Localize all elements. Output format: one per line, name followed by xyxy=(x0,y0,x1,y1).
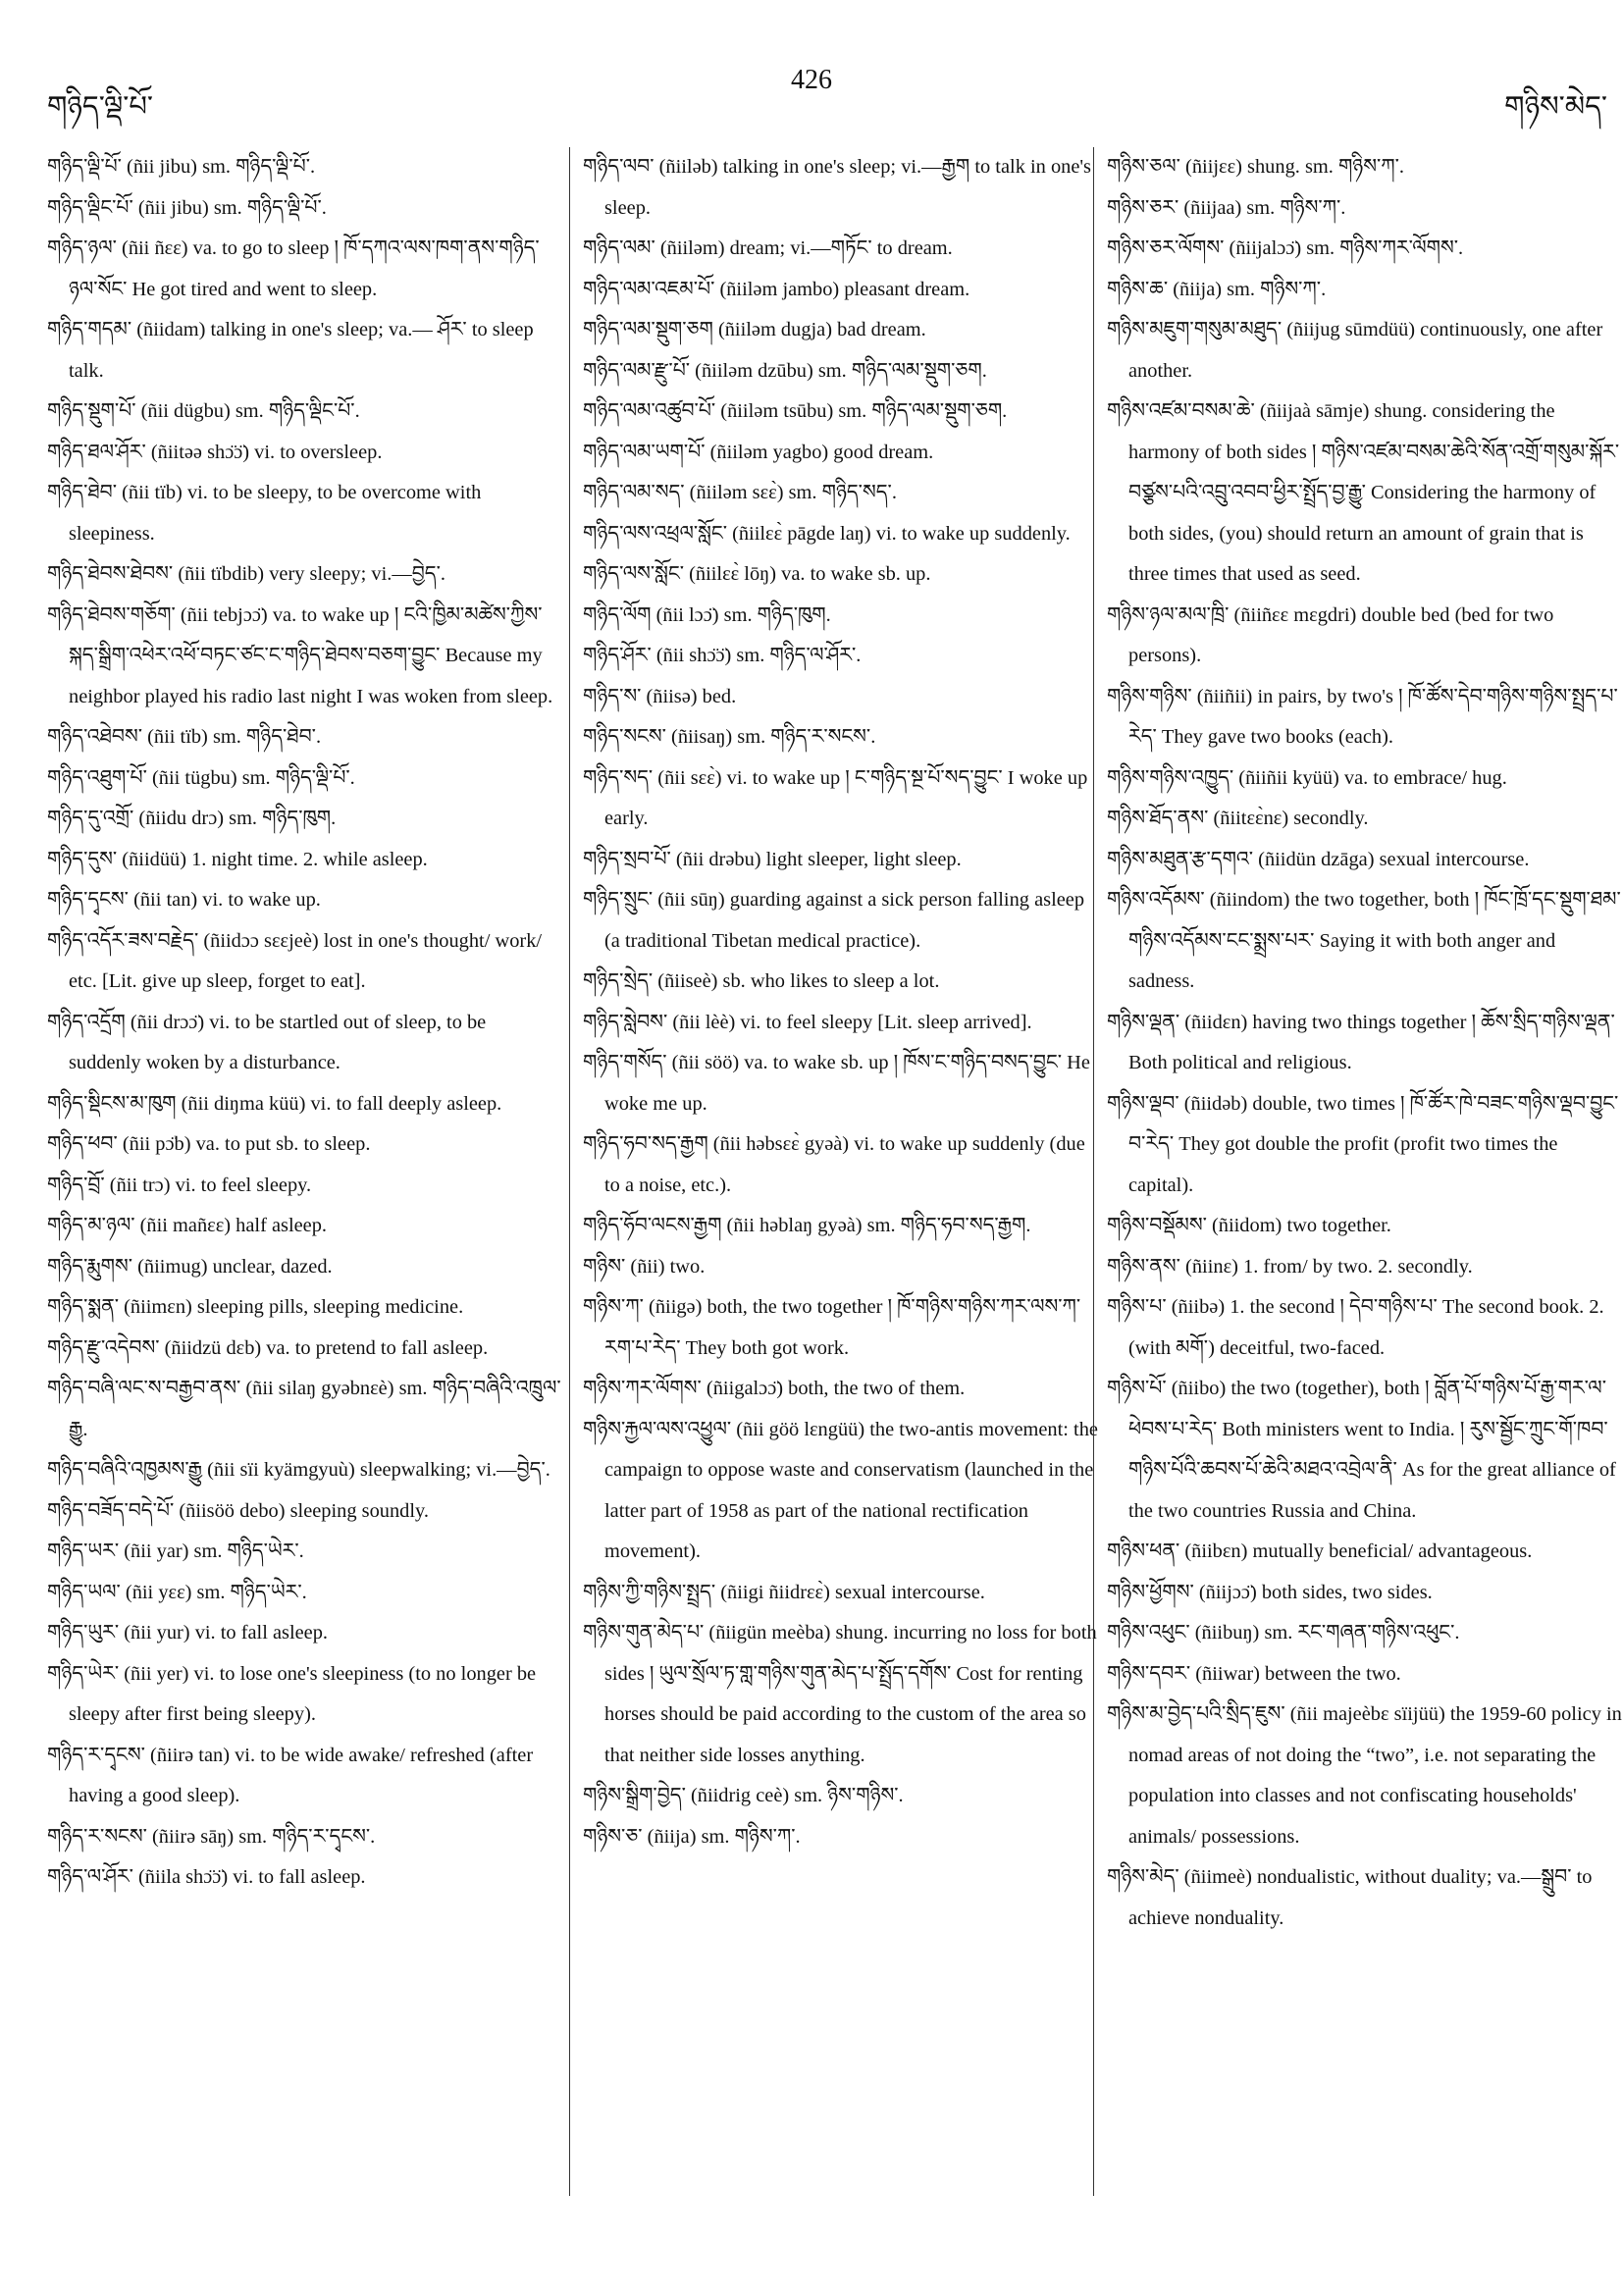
dictionary-entry: གཉིས་གཉིས་ (ñiiñii) in pairs, by two's ། ཁོ་ཚོས་དེབ་གཉིས་གཉིས་སྤྲད་པ་རེད་ They gave two books (each). xyxy=(1107,685,1618,748)
dictionary-entry: གཉིས་ལྡབ་ (ñiidəb) double, two times ། ཁོ་ཚོར་ཁེ་བཟང་གཉིས་ལྡབ་བྱུང་བ་རེད་ They got double the profit (profit two times the capital). xyxy=(1107,1092,1619,1196)
dictionary-entry: གཉིད་ཐེབ་ (ñii tïb) vi. to be sleepy, to be overcome with sleepiness. xyxy=(47,482,482,545)
dictionary-entry: གཉིད་ལ་ཤོར་ (ñiila shɔ̈ɔ̈) vi. to fall asleep. xyxy=(47,1866,366,1888)
dictionary-entry: གཉིད་འཐེབས་ (ñii tïb) sm. གཉིད་ཐེབ་. xyxy=(47,726,322,748)
dictionary-entry: གཉིས་ཅར་ལོགས་ (ñiijalɔɔ̈) sm. གཉིས་ཀར་ལོགས་. xyxy=(1107,237,1464,259)
page-number: 426 xyxy=(791,65,832,95)
dictionary-entry: གཉིས་མ་བྱེད་པའི་སྲིད་ཇུས་ (ñii majeèbɛ sïijüü) the 1959-60 policy in nomad areas of not doing the “two”, i.e. not separating the population into classes and not confiscating households' animals/ possessions. xyxy=(1107,1703,1622,1848)
dictionary-entry: གཉིད་འདོར་ཟས་བརྗེད་ (ñiidɔɔ sɛɛjeè) lost in one's thought/ work/ etc. [Lit. give up sleep, forget to eat]. xyxy=(47,929,543,992)
dictionary-entry: གཉིད་ལྡི་པོ་ (ñii jibu) sm. གཉིད་ལྡི་པོ་. xyxy=(47,156,316,178)
dictionary-entry: གཉིས་གཉིས་འཁྱུད་ (ñiiñii kyüü) va. to embrace/ hug. xyxy=(1107,766,1507,789)
dictionary-entry: གཉིས་མཐུན་རྩ་དགའ་ (ñiidün dzāga) sexual intercourse. xyxy=(1107,848,1530,870)
dictionary-entry: གཉིས་འཛམ་བསམ་ཆེ་ (ñiijaà sāmje) shung. considering the harmony of both sides ། གཉིས་འཛམ་བསམ་ཆེའི་སོན་འགྲོ་གསུམ་སྐོར་བཙྩས་པའི་འབྲུ་འབབ་ཕྱིར་སྤྲོད་བྱ་རྒྱུ་ Considering the harmony of both sides, (you) should return an amount of grain that is three times that used as seed. xyxy=(1107,400,1620,585)
dictionary-entry: གཉིས་ (ñii) two. xyxy=(583,1255,706,1278)
dictionary-entry: གཉིད་ཡར་ (ñii yar) sm. གཉིད་ཡེར་. xyxy=(47,1540,304,1562)
running-head-right: གཉིས་མེད་ xyxy=(1504,91,1607,123)
dictionary-entry: གཉིད་རྨུགས་ (ñiimug) unclear, dazed. xyxy=(47,1255,333,1278)
dictionary-entry: གཉིད་ལམ་སྡུག་ཅག (ñiiləm dugja) bad dream. xyxy=(583,319,926,340)
dictionary-entry: གཉིད་ཧབ་སད་རྒྱག (ñii həbsɛɛ̀ gyəà) vi. to wake up suddenly (due to a noise, etc.). xyxy=(583,1133,1085,1196)
dictionary-entry: གཉིད་གདམ་ (ñiidam) talking in one's sleep; va.— ཤོར་ to sleep talk. xyxy=(47,319,534,382)
dictionary-entry: གཉིད་ལམ་སད་ (ñiiləm sɛɛ̀) sm. གཉིད་སད་. xyxy=(583,482,897,503)
dictionary-entry: གཉིད་ཉལ་ (ñii ñɛɛ) va. to go to sleep ། ཁོ་དཀའ་ལས་ཁག་ནས་གཉིད་ཉལ་སོང་ He got tired and went to sleep. xyxy=(47,237,540,300)
dictionary-entry: གཉིས་ནས་ (ñiinɛ) 1. from/ by two. 2. secondly. xyxy=(1107,1255,1473,1278)
dictionary-entry: གཉིད་འདྲོག (ñii drɔɔ̈) vi. to be startled out of sleep, to be suddenly woken by a disturbance. xyxy=(47,1011,487,1073)
dictionary-entry: གཉིད་སླེབས་ (ñii lèè) vi. to feel sleepy [Lit. sleep arrived]. xyxy=(583,1011,1032,1033)
dictionary-entry: གཉིས་མཇུག་གསུམ་མཐུད་ (ñiijug sūmdüü) continuously, one after another. xyxy=(1107,319,1603,382)
dictionary-entry: གཉིད་ཐལ་ཤོར་ (ñiitəə shɔ̈ɔ̈) vi. to oversleep. xyxy=(47,441,383,463)
running-head-left: གཉིད་ལྡི་པོ་ xyxy=(47,91,154,123)
dictionary-entry: གཉིས་ཆ་ (ñiija) sm. གཉིས་ཀ་. xyxy=(1107,278,1327,300)
dictionary-entry: གཉིད་བཞིའི་འཁྱམས་རྒྱུ (ñii sïi kyämgyuù) sleepwalking; vi.—བྱེད་. xyxy=(47,1459,550,1481)
dictionary-entry: གཉིས་མེད་ (ñiimeè) nondualistic, without duality; va.—སྒྲུབ་ to achieve nonduality. xyxy=(1107,1866,1593,1929)
dictionary-entry: གཉིད་རྫུ་འདེབས་ (ñiidzü dɛb) va. to pretend to fall asleep. xyxy=(47,1336,489,1359)
dictionary-entry: གཉིད་སྲབ་པོ་ (ñii drəbu) light sleeper, light sleep. xyxy=(583,848,962,870)
dictionary-entry: གཉིས་ཀར་ལོགས་ (ñiigalɔɔ̈) both, the two of them. xyxy=(583,1378,966,1399)
dictionary-entry: གཉིས་ཕན་ (ñiibɛn) mutually beneficial/ advantageous. xyxy=(1107,1540,1533,1562)
dictionary-entry: གཉིད་མ་ཉལ་ (ñii mañɛɛ) half asleep. xyxy=(47,1215,328,1236)
dictionary-column-1 xyxy=(47,147,562,1899)
dictionary-entry: གཉིས་འདོམས་ (ñiindom) the two together, both ། ཁོང་ཁྲོ་དང་སྡུག་ཐམ་གཉིས་འདོམས་ངང་སྨྲས་པར་ Saying it with both anger and sadness. xyxy=(1107,889,1621,992)
dictionary-entry: གཉིས་བསྡོམས་ (ñiidom) two together. xyxy=(1107,1215,1391,1236)
dictionary-entry: གཉིད་ལས་འཕྲལ་སློང་ (ñiilɛɛ̀ pāgde laŋ) vi. to wake up suddenly. xyxy=(583,522,1071,545)
dictionary-entry: གཉིས་འཕུང་ (ñiibuŋ) sm. རང་གཞན་གཉིས་འཕུང་. xyxy=(1107,1622,1460,1644)
dictionary-entry: གཉིད་ལམ་འཇམ་པོ་ (ñiiləm jambo) pleasant dream. xyxy=(583,278,970,300)
dictionary-entry: གཉིད་ལོག (ñii lɔɔ̈) sm. གཉིད་ཁུག. xyxy=(583,603,831,626)
dictionary-entry: གཉིད་སད་ (ñii sɛɛ̀) vi. to wake up ། ང་གཉིད་སྔ་པོ་སད་བྱུང་ I woke up early. xyxy=(583,766,1088,829)
dictionary-entry: གཉིས་ཀྱི་གཉིས་སྤྲད་ (ñiigi ñiidrɛɛ̀) sexual intercourse. xyxy=(583,1581,985,1603)
dictionary-entry: གཉིད་ཡེར་ (ñii yer) vi. to lose one's sleepiness (to no longer be sleepy after first being sleepy). xyxy=(47,1662,537,1725)
dictionary-entry: གཉིད་དུས་ (ñiidüü) 1. night time. 2. while asleep. xyxy=(47,848,428,870)
dictionary-entry: གཉིད་ས་ (ñiisə) bed. xyxy=(583,685,737,707)
dictionary-entry: གཉིད་སྡིངས་མ་ཁུག (ñii diŋma küü) vi. to fall deeply asleep. xyxy=(47,1092,502,1115)
dictionary-entry: གཉིས་ལྡན་ (ñiidɛn) having two things together ། ཆོས་སྲིད་གཉིས་ལྡན་ Both political and religious. xyxy=(1107,1011,1615,1073)
dictionary-entry: གཉིད་ལས་སློང་ (ñiilɛɛ̀ lōŋ) va. to wake sb. up. xyxy=(583,563,931,585)
dictionary-entry: གཉིས་དབར་ (ñiiwar) between the two. xyxy=(1107,1662,1401,1685)
dictionary-entry: གཉིད་ཡུར་ (ñii yur) vi. to fall asleep. xyxy=(47,1622,329,1644)
dictionary-entry: གཉིད་དྭངས་ (ñii tan) vi. to wake up. xyxy=(47,889,321,911)
dictionary-entry: གཉིས་ཅ་ (ñiija) sm. གཉིས་ཀ་. xyxy=(583,1825,801,1848)
dictionary-entry: གཉིས་པ་ (ñiibə) 1. the second ། དེབ་གཉིས་པ་ The second book. 2. (with མགོ་) deceitful, two-faced. xyxy=(1107,1296,1604,1359)
dictionary-entry: གཉིད་ཐེབས་གཅོག་ (ñii tebjɔɔ̈) va. to wake up ། ངའི་ཁྱིམ་མཚེས་ཀྱིས་སྐད་སྒྲིག་འཕེར་འཕོ་བཏང་ཙང་ང་གཉིད་ཐེབས་བཅག་བྱུང་ Because my neighbor played his radio last night I was woken from sleep. xyxy=(47,603,553,707)
dictionary-column-2 xyxy=(583,147,1098,1857)
column-divider xyxy=(569,147,570,2196)
column-divider xyxy=(1093,147,1094,2196)
dictionary-entry: གཉིད་ལམ་ (ñiiləm) dream; vi.—གཏོང་ to dream. xyxy=(583,237,953,259)
dictionary-entry: གཉིད་བྲོ་ (ñii trɔ) vi. to feel sleepy. xyxy=(47,1174,312,1196)
dictionary-entry: གཉིད་སངས་ (ñiisaŋ) sm. གཉིད་ར་སངས་. xyxy=(583,726,876,748)
dictionary-entry: གཉིད་སྨན་ (ñiimɛn) sleeping pills, sleeping medicine. xyxy=(47,1296,464,1318)
dictionary-entry: གཉིས་རྐྱལ་ལས་འཕྱུལ་ (ñii göö lɛngüü) the two-antis movement: the campaign to oppose waste and conservatism (launched in the latter part of 1958 as part of the national rectification movement). xyxy=(583,1418,1098,1562)
dictionary-entry: གཉིད་ལམ་ཡག་པོ་ (ñiiləm yagbo) good dream. xyxy=(583,441,934,463)
dictionary-entry: གཉིས་ཅལ་ (ñiijɛɛ) shung. sm. གཉིས་ཀ་. xyxy=(1107,156,1404,178)
dictionary-entry: གཉིད་ཐེབས་ཐེབས་ (ñii tïbdib) very sleepy; vi.—བྱེད་. xyxy=(47,563,445,585)
dictionary-entry: གཉིད་སྲུང་ (ñii sūŋ) guarding against a sick person falling asleep (a traditional Tibetan medical practice). xyxy=(583,889,1085,952)
dictionary-entry: གཉིད་དུ་འགྲོ་ (ñiidu drɔ) sm. གཉིད་ཁུག. xyxy=(47,808,337,829)
page-header xyxy=(0,65,1623,124)
dictionary-entry: གཉིད་འཐུག་པོ་ (ñii tügbu) sm. གཉིད་ལྡི་པོ་. xyxy=(47,766,355,789)
dictionary-column-3 xyxy=(1107,147,1622,1939)
dictionary-entry: གཉིད་ལབ་ (ñiiləb) talking in one's sleep; vi.—རྒྱག to talk in one's sleep. xyxy=(583,156,1091,219)
dictionary-entry: གཉིད་བཟོད་བདེ་པོ་ (ñiisöö debo) sleeping soundly. xyxy=(47,1499,429,1522)
dictionary-entry: གཉིས་སྒྲིག་བྱེད་ (ñiidrig ceè) sm. ཉིས་གཉིས་. xyxy=(583,1785,904,1806)
dictionary-entry: གཉིས་ཀ་ (ñiigə) both, the two together ། ཁོ་གཉིས་གཉིས་ཀར་ལས་ཀ་རག་པ་རེད་ They both got work. xyxy=(583,1296,1081,1359)
dictionary-entry: གཉིད་ར་སངས་ (ñiirə sāŋ) sm. གཉིད་ར་དྭངས་. xyxy=(47,1825,376,1848)
dictionary-entry: གཉིས་ཉལ་མལ་ཁྲི་ (ñiiñɛɛ mɛgdri) double bed (bed for two persons). xyxy=(1107,603,1554,666)
dictionary-entry: གཉིད་བཞི་ལང་ས་བརྒྱབ་ནས་ (ñii silaŋ gyəbnɛè) sm. གཉིད་བཞིའི་འཁྲུལ་རྒྱུ. xyxy=(47,1378,561,1440)
dictionary-entry: གཉིས་ཐོད་ནས་ (ñiitɛɛ̀nɛ) secondly. xyxy=(1107,808,1369,829)
dictionary-entry: གཉིས་ཅར་ (ñiijaa) sm. གཉིས་ཀ་. xyxy=(1107,196,1346,219)
dictionary-entry: གཉིད་ཤོར་ (ñii shɔ̈ɔ̈) sm. གཉིད་ལ་ཤོར་. xyxy=(583,645,862,666)
dictionary-entry: གཉིད་ལམ་རྫུ་པོ་ (ñiiləm dzūbu) sm. གཉིད་ལམ་སྡུག་ཅག. xyxy=(583,359,987,382)
dictionary-entry: གཉིད་སྡུག་པོ་ (ñii dügbu) sm. གཉིད་ལྡིང་པོ་. xyxy=(47,400,360,422)
dictionary-entry: གཉིས་གུན་མེད་པ་ (ñiigün meèba) shung. incurring no loss for both sides ། ཡུལ་སྲོལ་ཏ་གླ་གཉིས་གུན་མེད་པ་སྤྲོད་དགོས་ Cost for renting horses should be paid according to the custom of the area so that neither side losses anything. xyxy=(583,1622,1097,1766)
dictionary-entry: གཉིད་ཧོབ་ལངས་རྒྱག (ñii həblaŋ gyəà) sm. གཉིད་ཧབ་སད་རྒྱག. xyxy=(583,1215,1031,1236)
dictionary-entry: གཉིས་པོ་ (ñiibo) the two (together), both ། བློན་པོ་གཉིས་པོ་རྒྱ་གར་ལ་ཕེབས་པ་རེད་ Both ministers went to India. ། རུས་སྦྱོང་ཀྲུང་གོ་ཁབ་གཉིས་པོའི་ཆབས་པོ་ཆེའི་མཐའ་འབྲེལ་ནི་ As for the great alliance of the two countries Russia and China. xyxy=(1107,1378,1616,1522)
dictionary-entry: གཉིད་ལམ་འཚུབ་པོ་ (ñiiləm tsūbu) sm. གཉིད་ལམ་སྡུག་ཅག. xyxy=(583,400,1008,422)
dictionary-entry: གཉིད་ལྡིང་པོ་ (ñii jibu) sm. གཉིད་ལྡི་པོ་. xyxy=(47,196,327,219)
dictionary-entry: གཉིས་ཕྱོགས་ (ñiijɔɔ̈) both sides, two sides. xyxy=(1107,1581,1433,1603)
dictionary-entry: གཉིད་ཕབ་ (ñii pɔ̈b) va. to put sb. to sleep. xyxy=(47,1133,371,1155)
dictionary-entry: གཉིད་གསོད་ (ñii söö) va. to wake sb. up ། ཁོས་ང་གཉིད་བསད་བྱུང་ He woke me up. xyxy=(583,1052,1090,1115)
dictionary-entry: གཉིད་སྲེད་ (ñiiseè) sb. who likes to sleep a lot. xyxy=(583,970,940,992)
dictionary-entry: གཉིད་ར་དྭངས་ (ñiirə tan) vi. to be wide awake/ refreshed (after having a good sleep). xyxy=(47,1744,534,1806)
dictionary-entry: གཉིད་ཡལ་ (ñii yɛɛ) sm. གཉིད་ཡེར་. xyxy=(47,1581,307,1603)
